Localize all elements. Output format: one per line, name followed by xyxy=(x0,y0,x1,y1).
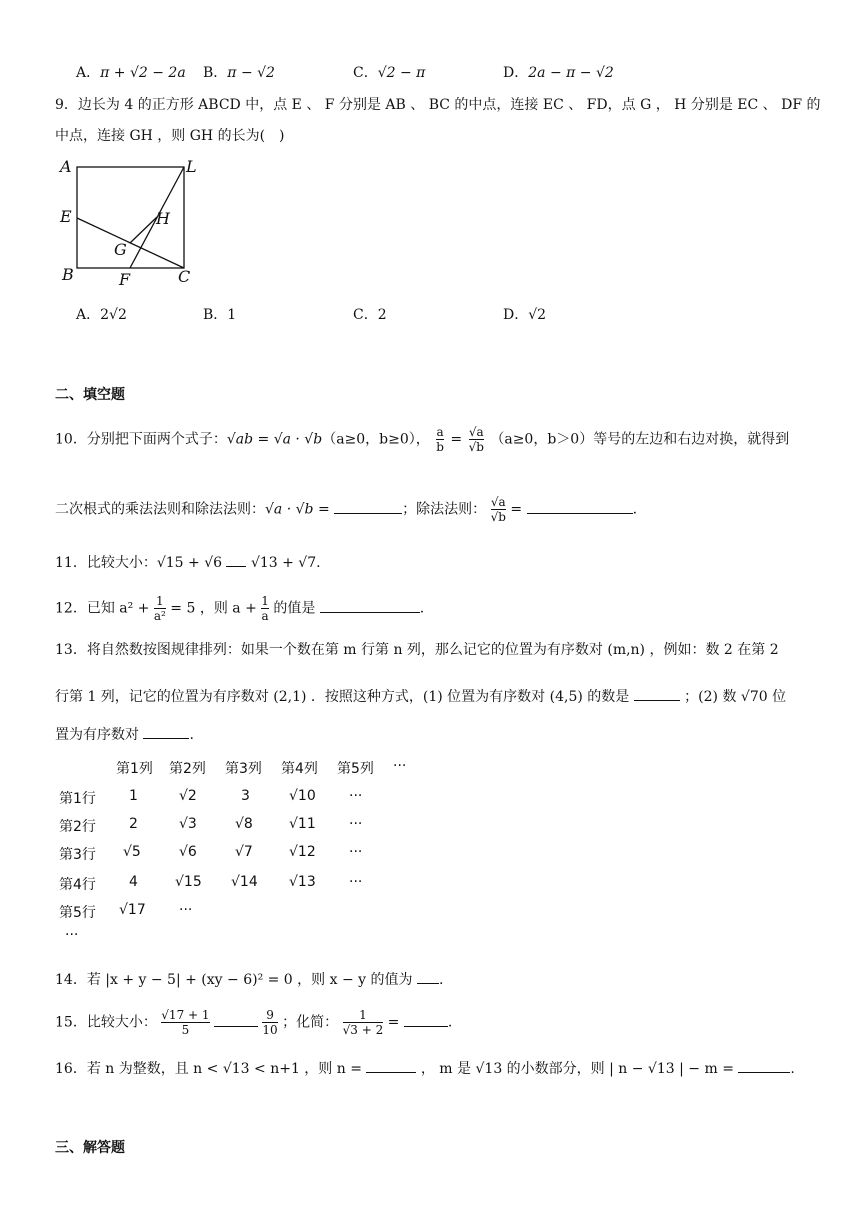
table-more: ··· xyxy=(65,927,79,943)
col-header: 第1列 xyxy=(116,761,153,777)
label-G: G xyxy=(114,240,127,259)
label-H: H xyxy=(156,209,170,228)
table-cell: 2 xyxy=(129,816,138,832)
q15: 15．比较大小： $\frac{√17 + 1}{5}$ $\frac{9}{10}$ ；化简： $\frac{1}{√3 + 2}$ = . xyxy=(55,1008,453,1037)
row-label: 第3行 xyxy=(59,847,96,863)
q10-line2: 二次根式的乘法法则和除法法则：√a · √b = ；除法法则： $\frac{√a}{√b}$ = . xyxy=(55,495,638,524)
q16: 16．若 n 为整数，且 n < √13 < n+1 ，则 n = ， m 是 √13 的小数部分，则 | n − √13 | − m = . xyxy=(55,1058,795,1078)
q16-blank-2[interactable] xyxy=(738,1058,790,1073)
table-cell: ··· xyxy=(349,844,363,860)
q12: 12．已知 a² + $\frac{1}{\text{a²}}$ = 5 ，则 a + $\frac{1}{a}$ 的值是 . xyxy=(55,594,425,623)
table-cell: √10 xyxy=(289,788,316,804)
label-B: B xyxy=(62,265,74,284)
table-cell: √7 xyxy=(235,844,253,860)
col-header: 第2列 xyxy=(169,761,206,777)
table-cell: √17 xyxy=(119,902,146,918)
q14-blank[interactable] xyxy=(417,969,439,984)
q9-figure xyxy=(56,152,206,290)
table-cell: √3 xyxy=(179,816,197,832)
table-cell: √2 xyxy=(179,788,197,804)
q11-blank[interactable] xyxy=(226,552,246,567)
q9-option-a: A．2√2 xyxy=(76,307,127,323)
table-cell: 3 xyxy=(241,788,250,804)
label-C: C xyxy=(178,267,191,286)
table-cell: ··· xyxy=(349,816,363,832)
q15-blank-1[interactable] xyxy=(214,1012,258,1027)
q8-option-a: A．π + √2 − 2a xyxy=(76,65,186,81)
q8-option-c: C．√2 − π xyxy=(353,65,426,81)
q9-stem-line1: 9．边长为 4 的正方形 ABCD 中，点 E 、 F 分别是 AB 、 BC 的中点，连接 EC 、 FD，点 G ， H 分别是 EC 、 DF 的 xyxy=(55,97,821,113)
q10-line1: 10．分别把下面两个式子：√ab = √a · √b（a≥0，b≥0）， $\frac{a}{b}$ = $\frac{√a}{√b}$ （a≥0，b＞0）等号的左边和右边对换，就得到 xyxy=(55,425,790,454)
col-header: ··· xyxy=(393,758,407,774)
row-label: 第5行 xyxy=(59,905,96,921)
q16-blank-1[interactable] xyxy=(366,1058,416,1073)
table-cell: √5 xyxy=(123,844,141,860)
table-cell: 1 xyxy=(129,788,138,804)
q13-line1: 13．将自然数按图规律排列：如果一个数在第 m 行第 n 列，那么记它的位置为有序数对 (m,n) ，例如：数 2 在第 2 xyxy=(55,642,779,658)
col-header: 第4列 xyxy=(281,761,318,777)
section-heading-solutions: 三、解答题 xyxy=(55,1140,125,1156)
table-cell: √14 xyxy=(231,874,258,890)
q9-option-d: D．√2 xyxy=(503,307,547,323)
table-cell: ··· xyxy=(349,788,363,804)
q8-option-b: B．π − √2 xyxy=(203,65,275,81)
q13-line2: 行第 1 列，记它的位置为有序数对 (2,1) ．按照这种方式，(1) 位置为有序数对 (4,5) 的数是 ；(2) 数 √70 位 xyxy=(55,686,786,706)
col-header: 第5列 xyxy=(337,761,374,777)
table-cell: ··· xyxy=(179,902,193,918)
table-cell: √6 xyxy=(179,844,197,860)
q11: 11．比较大小：√15 + √6 √13 + √7. xyxy=(55,552,321,572)
q12-blank[interactable] xyxy=(320,598,420,613)
q13-blank-2[interactable] xyxy=(143,724,189,739)
q15-blank-2[interactable] xyxy=(404,1012,448,1027)
table-cell: √15 xyxy=(175,874,202,890)
table-cell: ··· xyxy=(349,874,363,890)
table-cell: 4 xyxy=(129,874,138,890)
table-cell: √12 xyxy=(289,844,316,860)
table-cell: √8 xyxy=(235,816,253,832)
label-E: E xyxy=(60,207,72,226)
label-F: F xyxy=(119,270,131,289)
q10-blank-1[interactable] xyxy=(334,499,402,514)
table-cell: √13 xyxy=(289,874,316,890)
label-A: A xyxy=(60,157,72,176)
q14: 14．若 |x + y − 5| + (xy − 6)² = 0 ，则 x − y 的值为 . xyxy=(55,969,443,989)
q8-option-d: D．2a − π − √2 xyxy=(503,65,614,81)
q10-blank-2[interactable] xyxy=(527,499,633,514)
q9-option-c: C．2 xyxy=(353,307,387,323)
row-label: 第1行 xyxy=(59,791,96,807)
q13-line3: 置为有序数对 . xyxy=(55,724,194,744)
col-header: 第3列 xyxy=(225,761,262,777)
q13-blank-1[interactable] xyxy=(634,686,680,701)
section-heading-fill-blank: 二、填空题 xyxy=(55,387,125,403)
label-L: L xyxy=(186,157,197,176)
q9-stem-line2: 中点，连接 GH ，则 GH 的长为( ) xyxy=(55,128,285,144)
row-label: 第4行 xyxy=(59,877,96,893)
q9-option-b: B．1 xyxy=(203,307,237,323)
table-cell: √11 xyxy=(289,816,316,832)
row-label: 第2行 xyxy=(59,819,96,835)
